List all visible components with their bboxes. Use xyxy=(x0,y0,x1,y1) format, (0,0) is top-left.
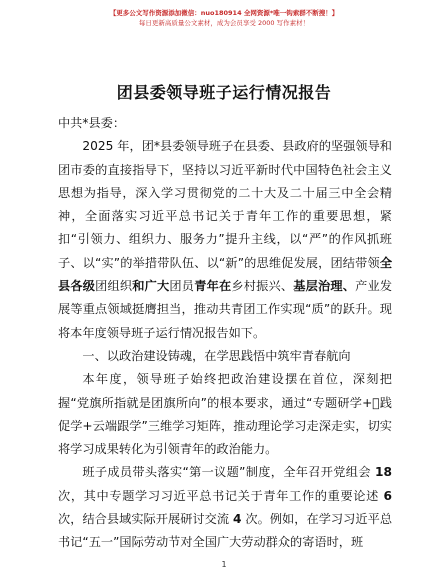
paragraph-2: 本年度，领导班子始终把政治建设摆在首位，深刻把握“党旗所指就是团旗所向”的根本要求，通过“专题研学+􀀀践促学+云端跟学”三维学习矩阵，推动理论学习走深走实，切实将学习成果转化为引领青年的政治能力。 xyxy=(58,372,392,457)
text-run: 次，其中专题学习习近平总书记关于青年工作的重要论述 xyxy=(58,488,384,503)
section-heading-1: 一、以政治建设铸魂，在学思践悟中筑牢青春航向 xyxy=(82,348,351,363)
text-run: 团组织 xyxy=(95,279,133,294)
text-run: 2025 年，团*县委领导班子在县委、县政府的坚强领导和团市委的直接指导下，坚持以习近平新时代中国特色社会主义思想为指导，深入学习贯彻党的二十大及二十届三中全会精神，全面落实习近平总书记关于青年工作的重要思想，紧扣“引领力、组织力、服务力”提升主线，以“严”的作风抓班子、以“实”的举措带队伍、以“新”的思维促发展，团结带领 xyxy=(58,139,392,270)
text-run-bold: 4 xyxy=(233,512,242,527)
text-run-bold: 6 xyxy=(383,488,392,503)
text-run: 次。例如，在学习习近平总书记“五一”国际劳动节对全国广大劳动群众的寄语时，班 xyxy=(58,512,393,550)
paragraph-intro xyxy=(58,135,392,345)
salutation: 中共*县委： xyxy=(58,116,126,130)
text-run: 次，结合县域实际开展研讨交流 xyxy=(58,512,233,527)
document-title: 团县委领导班子运行情况报告 xyxy=(116,83,332,102)
text-run-bold: 青年在 xyxy=(194,279,232,294)
text-run-bold: 和广大 xyxy=(132,279,170,294)
banner-line-2: 每日更新高质量公文素材，成为会员享受 2000 写作素材！ xyxy=(138,19,310,27)
paragraph-3 xyxy=(58,461,392,554)
text-run-bold: 基层治理、 xyxy=(293,279,356,294)
text-run: 产业发展等重点领域挺膺担当，推动共青团工作实现“质”的跃升。现将本年度领导班子运行情况报告如下。 xyxy=(58,279,393,340)
text-run: 班子成员带头落实“第一议题”制度，全年召开党组会 xyxy=(82,465,376,480)
page-number: 1 xyxy=(221,560,227,569)
text-run: 团员 xyxy=(169,279,195,294)
document-body xyxy=(58,112,392,555)
text-run-bold: 18 xyxy=(375,465,392,480)
promo-banner xyxy=(0,8,448,28)
banner-line-1: 【更多公文写作资源添加微信：nuo180914 全网资源*唯一钩索群不断搜！】 xyxy=(109,9,339,17)
text-run: 乡村振兴、 xyxy=(231,279,294,294)
text-run-bold: 全县各级 xyxy=(58,255,392,294)
